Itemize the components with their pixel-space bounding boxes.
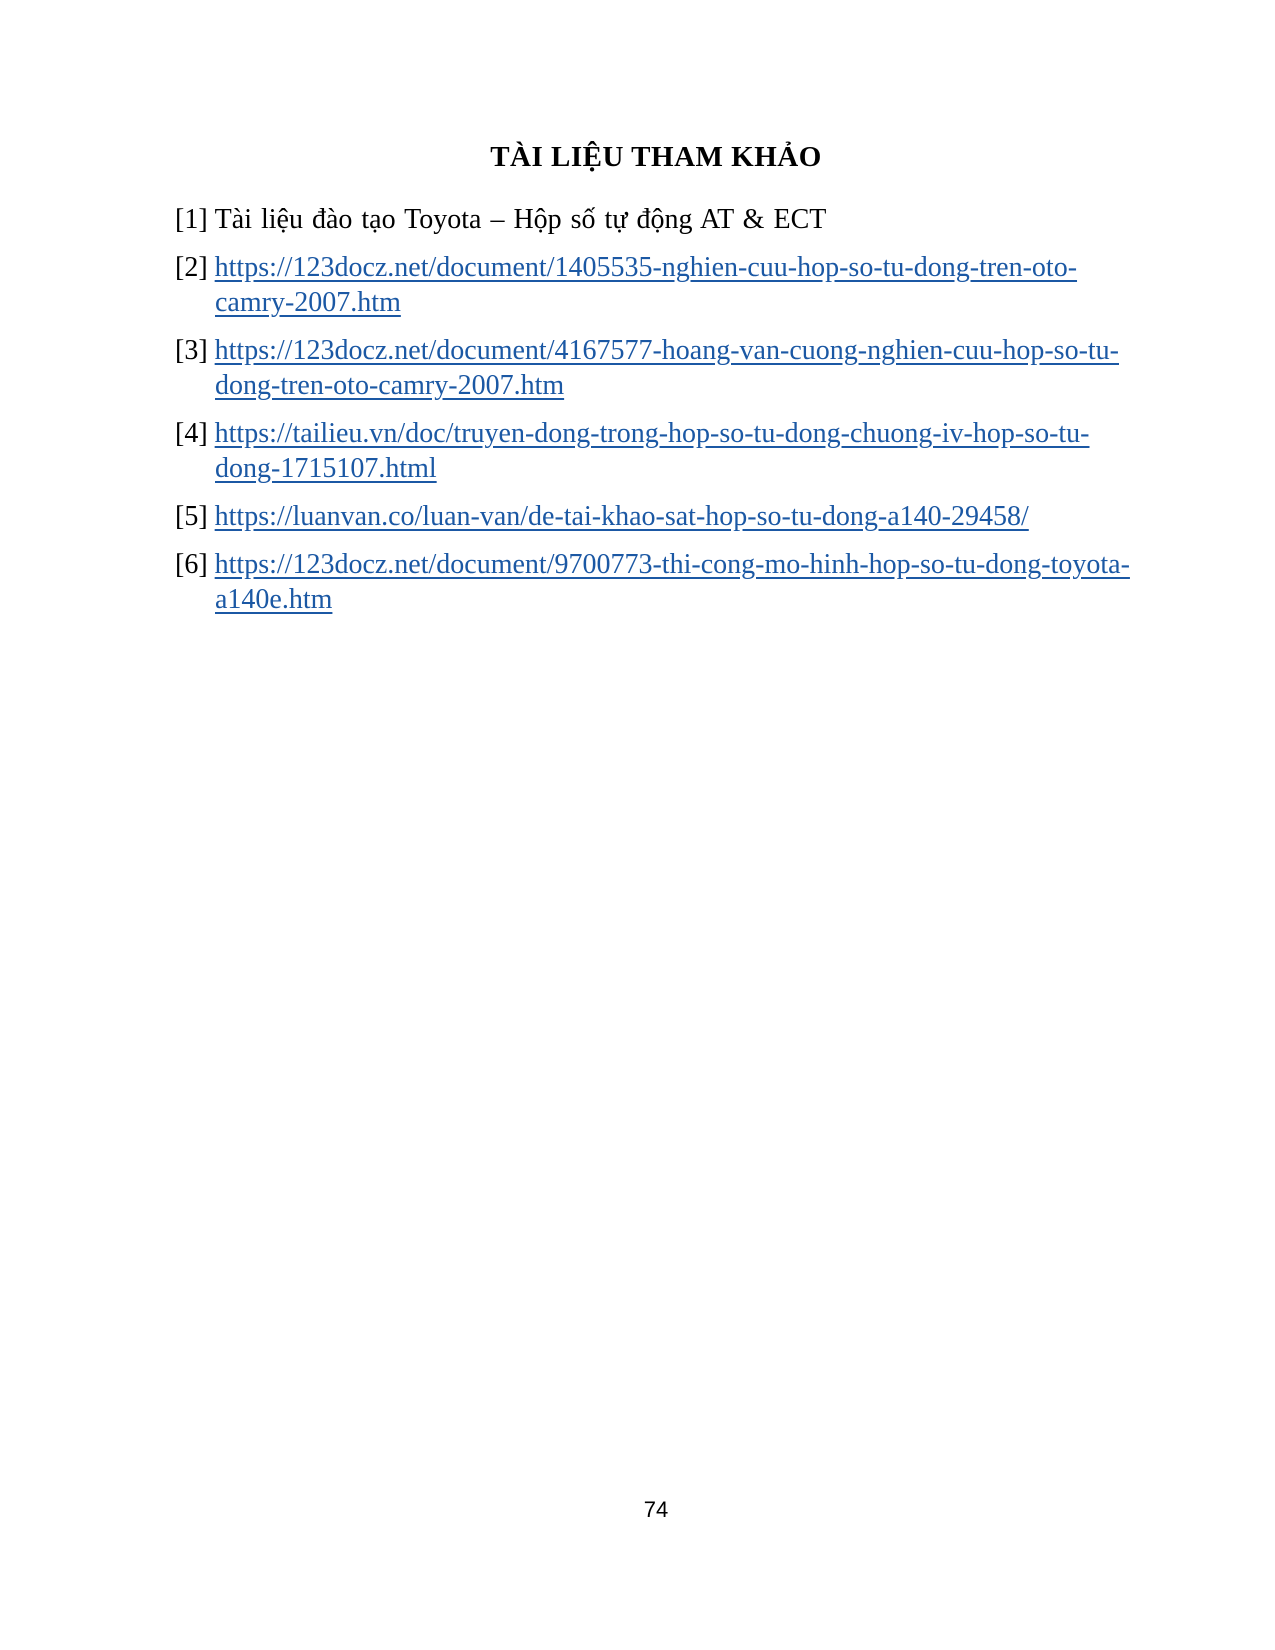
reference-text: Tài liệu đào tạo Toyota – Hộp số tự động AT & ECT [214,204,827,235]
reference-link[interactable]: https://123docz.net/document/9700773-thi-cong-mo-hinh-hop-so-tu-dong-toyota-a140e.htm [214,549,1130,615]
page-number: 74 [643,1497,669,1522]
reference-label: [1] [175,204,208,235]
reference-label: [5] [175,501,208,532]
reference-item [175,547,1137,617]
reference-link[interactable]: https://tailieu.vn/doc/truyen-dong-trong-hop-so-tu-dong-chuong-iv-hop-so-tu-dong-1715107.html [214,418,1090,484]
reference-label: [3] [175,335,208,366]
reference-item [175,250,1137,320]
reference-item [175,416,1137,486]
reference-item [175,333,1137,403]
reference-label: [2] [175,252,208,283]
reference-link[interactable]: https://luanvan.co/luan-van/de-tai-khao-sat-hop-so-tu-dong-a140-29458/ [214,501,1029,532]
reference-link[interactable]: https://123docz.net/document/4167577-hoang-van-cuong-nghien-cuu-hop-so-tu-dong-tren-oto-camry-2007.htm [214,335,1119,401]
reference-item [175,499,1137,534]
reference-label: [6] [175,549,208,580]
references-section [175,140,1137,630]
page-title: TÀI LIỆU THAM KHẢO [490,141,822,173]
reference-label: [4] [175,418,208,449]
reference-item [175,202,1137,237]
reference-link[interactable]: https://123docz.net/document/1405535-nghien-cuu-hop-so-tu-dong-tren-oto-camry-2007.htm [214,252,1078,318]
